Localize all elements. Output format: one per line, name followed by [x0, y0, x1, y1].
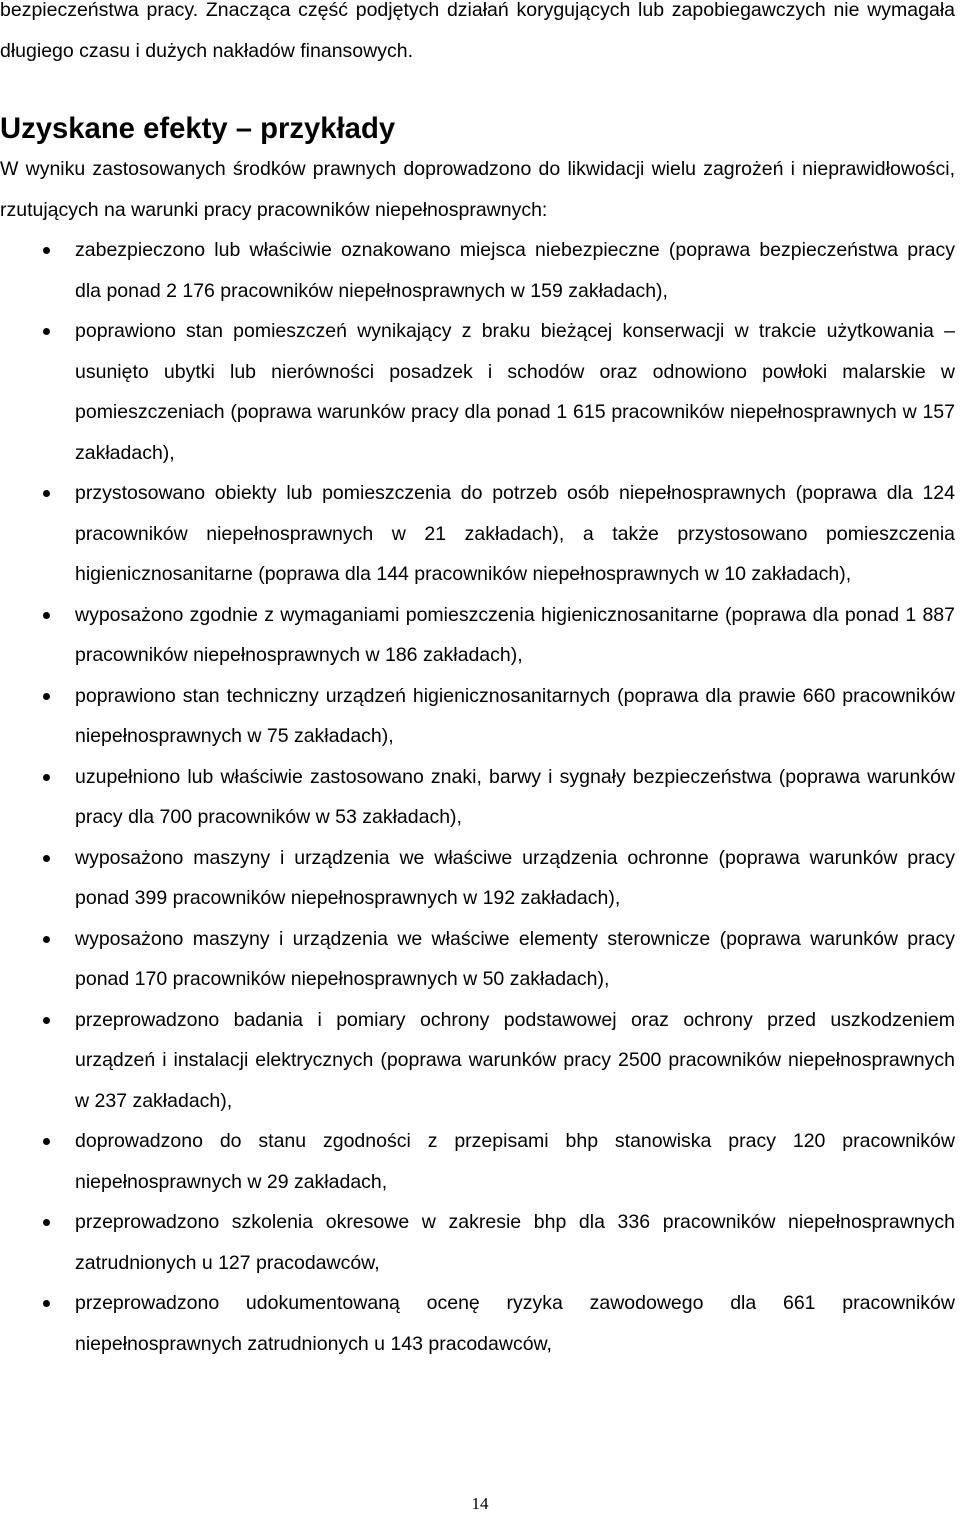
list-item — [0, 1000, 955, 1122]
list-item — [0, 1121, 955, 1202]
list-item-text: przeprowadzono udokumentowaną ocenę ryzyka zawodowego dla 661 pracowników niepełnosprawnych zatrudnionych u 143 pracodawców, — [75, 1292, 955, 1355]
list-item — [0, 1202, 955, 1283]
bullet-icon — [43, 612, 50, 619]
bullet-icon — [43, 247, 50, 254]
list-item — [0, 919, 955, 1000]
page-number: 14 — [471, 1494, 489, 1513]
bullet-icon — [43, 936, 50, 943]
list-item-text: poprawiono stan techniczny urządzeń higienicznosanitarnych (poprawa dla prawie 660 pracowników niepełnosprawnych w 75 zakładach), — [75, 684, 955, 747]
list-item — [0, 1283, 955, 1364]
bullet-icon — [43, 693, 50, 700]
list-item-text: uzupełniono lub właściwie zastosowano znaki, barwy i sygnały bezpieczeństwa (poprawa warunków pracy dla 700 pracowników w 53 zakładach), — [75, 765, 955, 828]
bullet-icon — [43, 1300, 50, 1307]
bullet-icon — [43, 774, 50, 781]
list-item-text: wyposażono maszyny i urządzenia we właściwe urządzenia ochronne (poprawa warunków pracy ponad 399 pracowników niepełnosprawnych w 192 zakładach), — [75, 846, 955, 909]
list-item — [0, 838, 955, 919]
lead-paragraph: W wyniku zastosowanych środków prawnych doprowadzono do likwidacji wielu zagrożeń i nieprawidłowości, rzutujących na warunki pracy pracowników niepełnosprawnych: — [0, 158, 955, 221]
list-item-text: przystosowano obiekty lub pomieszczenia do potrzeb osób niepełnosprawnych (poprawa dla 124 pracowników niepełnosprawnych w 21 zakładach), a także przystosowano pomieszczenia higienicznosanitarne (poprawa dla 144 pracowników niepełnosprawnych w 10 zakładach), — [75, 482, 955, 585]
list-item-text: wyposażono maszyny i urządzenia we właściwe elementy sterownicze (poprawa warunków pracy ponad 170 pracowników niepełnosprawnych w 50 zakładach), — [75, 927, 955, 990]
bullet-icon — [43, 328, 50, 335]
list-item — [0, 757, 955, 838]
list-item — [0, 230, 955, 311]
bullet-icon — [43, 855, 50, 862]
effects-list — [0, 230, 955, 1364]
list-item-text: przeprowadzono szkolenia okresowe w zakresie bhp dla 336 pracowników niepełnosprawnych zatrudnionych u 127 pracodawców, — [75, 1211, 955, 1274]
intro-paragraph: bezpieczeństwa pracy. Znacząca część podjętych działań korygujących lub zapobiegawczych nie wymagała długiego czasu i dużych nakładów finansowych. — [0, 0, 955, 62]
list-item-text: doprowadzono do stanu zgodności z przepisami bhp stanowiska pracy 120 pracowników niepełnosprawnych w 29 zakładach, — [75, 1130, 955, 1193]
bullet-icon — [43, 1219, 50, 1226]
bullet-icon — [43, 1017, 50, 1024]
list-item-text: przeprowadzono badania i pomiary ochrony podstawowej oraz ochrony przed uszkodzeniem urządzeń i instalacji elektrycznych (poprawa warunków pracy 2500 pracowników niepełnosprawnych w 237 zakładach), — [75, 1008, 955, 1112]
list-item — [0, 311, 955, 473]
list-item — [0, 595, 955, 676]
list-item — [0, 676, 955, 757]
list-item-text: wyposażono zgodnie z wymaganiami pomieszczenia higienicznosanitarne (poprawa dla ponad 1 887 pracowników niepełnosprawnych w 186 zakładach), — [75, 603, 955, 666]
list-item-text: zabezpieczono lub właściwie oznakowano miejsca niebezpieczne (poprawa bezpieczeństwa pracy dla ponad 2 176 pracowników niepełnosprawnych w 159 zakładach), — [75, 239, 955, 302]
list-item-text: poprawiono stan pomieszczeń wynikający z braku bieżącej konserwacji w trakcie użytkowania – usunięto ubytki lub nierówności posadzek i schodów oraz odnowiono powłoki malarskie w pomieszczeniach (poprawa warunków pracy dla ponad 1 615 pracowników niepełnosprawnych w 157 zakładach), — [75, 320, 955, 464]
list-item — [0, 473, 955, 595]
section-heading: Uzyskane efekty – przykłady — [0, 113, 396, 145]
bullet-icon — [43, 490, 50, 497]
bullet-icon — [43, 1138, 50, 1145]
